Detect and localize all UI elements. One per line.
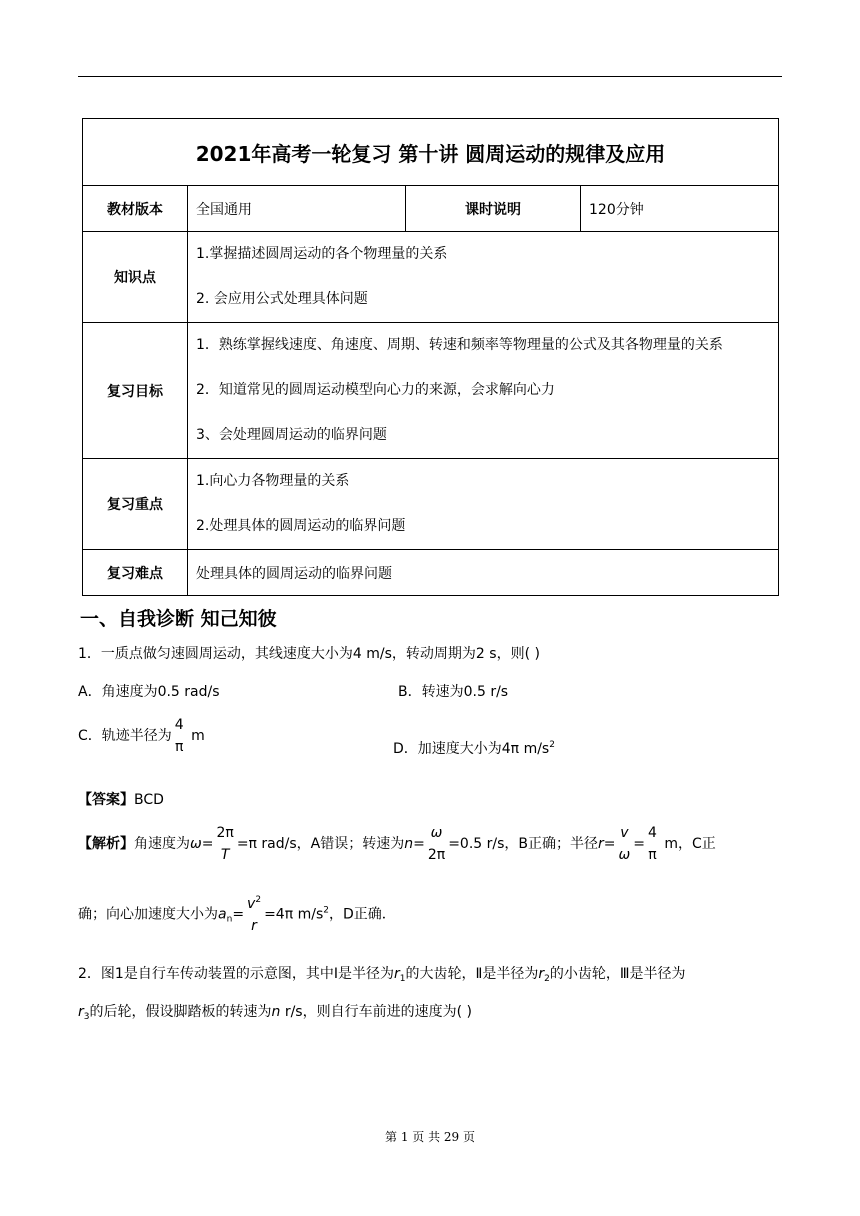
fraction-numerator xyxy=(246,896,262,915)
variable: r xyxy=(393,966,400,982)
fraction-denominator: r xyxy=(251,918,257,934)
difficulty-label: 复习难点 xyxy=(83,550,188,596)
unit: m xyxy=(191,728,205,744)
fraction xyxy=(647,826,658,862)
text: m，C正 xyxy=(664,836,716,852)
focus-cell xyxy=(188,459,779,550)
text: = xyxy=(603,836,616,852)
q1-option-c xyxy=(78,718,205,754)
q1-analysis-line2 xyxy=(78,896,788,933)
fraction-numerator: 2π xyxy=(216,825,234,841)
fraction-numerator: 4 xyxy=(647,825,657,841)
fraction xyxy=(427,826,446,862)
knowledge-label: 知识点 xyxy=(83,232,188,323)
goal-item: 3、会处理圆周运动的临界问题 xyxy=(196,427,387,443)
superscript: 2 xyxy=(549,740,555,750)
fraction-numerator: v xyxy=(620,825,629,841)
subscript: n xyxy=(226,914,233,925)
answer-value: BCD xyxy=(134,792,164,808)
edition-label: 教材版本 xyxy=(83,186,188,232)
fraction-numerator: ω xyxy=(430,825,443,841)
subscript: 1 xyxy=(399,974,406,984)
variable: r xyxy=(78,1004,84,1020)
variable: a xyxy=(218,906,227,923)
variable: r xyxy=(598,836,604,852)
text: 的后轮，假设脚踏板的转速为 xyxy=(89,1004,272,1020)
knowledge-cell xyxy=(188,232,779,323)
omega-symbol: ω xyxy=(190,836,202,852)
text: = xyxy=(232,906,245,923)
text: ，D正确． xyxy=(328,906,396,923)
fraction-numerator: 4 xyxy=(174,717,184,733)
difficulty-value: 处理具体的圆周运动的临界问题 xyxy=(188,550,779,596)
text: 的大齿轮，Ⅱ是半径为 xyxy=(405,966,539,982)
q1-option-b: B．转速为0.5 r/s xyxy=(398,684,509,700)
option-c-label: C．轨迹半径为 xyxy=(78,728,172,744)
text: =π rad/s，A错误；转速为 xyxy=(236,836,405,852)
lesson-info-table xyxy=(82,118,779,596)
focus-item: 2.处理具体的圆周运动的临界问题 xyxy=(196,518,406,534)
option-d-label: D．加速度大小为4π m/s xyxy=(393,741,550,757)
focus-item: 1.向心力各物理量的关系 xyxy=(196,473,350,489)
variable: n xyxy=(404,836,414,852)
header-rule xyxy=(78,76,782,77)
fraction-denominator: T xyxy=(220,847,230,863)
q1-option-d xyxy=(393,733,555,761)
duration-label: 课时说明 xyxy=(406,186,581,232)
analysis-label: 【解析】 xyxy=(78,836,134,852)
goals-label: 复习目标 xyxy=(83,323,188,459)
fraction-denominator: ω xyxy=(618,847,631,863)
fraction xyxy=(174,718,185,754)
variable: n xyxy=(271,1004,281,1020)
focus-label: 复习重点 xyxy=(83,459,188,550)
variable: r xyxy=(538,966,545,982)
text: 角速度为 xyxy=(134,836,190,852)
goal-item: 2．知道常见的圆周运动模型向心力的来源，会求解向心力 xyxy=(196,382,555,398)
text: = xyxy=(413,836,425,852)
variable: v xyxy=(247,896,256,912)
fraction-denominator: π xyxy=(175,739,184,755)
q2-stem-line1 xyxy=(78,962,788,991)
knowledge-item: 1.掌握描述圆周运动的各个物理量的关系 xyxy=(196,246,448,262)
fraction xyxy=(618,826,632,862)
answer-label: 【答案】 xyxy=(78,792,134,808)
duration-value: 120分钟 xyxy=(581,186,779,232)
subscript: 2 xyxy=(544,974,550,984)
q1-option-a: A．角速度为0.5 rad/s xyxy=(78,684,220,700)
goal-item: 1．熟练掌握线速度、角速度、周期、转速和频率等物理量的公式及其各物理量的关系 xyxy=(196,337,723,353)
q2-stem-line2 xyxy=(78,1000,788,1029)
subscript: 3 xyxy=(83,1012,90,1022)
text: 确；向心加速度大小为 xyxy=(78,906,218,923)
q1-analysis-line1 xyxy=(78,826,788,862)
text: 2．图1是自行车传动装置的示意图，其中Ⅰ是半径为 xyxy=(78,966,394,982)
page-footer: 第 1 页 共 29 页 xyxy=(385,1130,475,1144)
text: = xyxy=(201,836,214,852)
superscript: 2 xyxy=(323,905,329,916)
edition-value: 全国通用 xyxy=(188,186,406,232)
text: 的小齿轮，Ⅲ是半径为 xyxy=(549,966,686,982)
section-title: 一、自我诊断 知己知彼 xyxy=(80,608,277,630)
lesson-title: 2021年高考一轮复习 第十讲 圆周运动的规律及应用 xyxy=(83,119,779,186)
q1-answer xyxy=(78,788,788,812)
knowledge-item: 2. 会应用公式处理具体问题 xyxy=(196,291,368,307)
fraction-denominator: π xyxy=(648,847,657,863)
text: r/s，则自行车前进的速度为( ) xyxy=(284,1004,472,1020)
fraction-denominator: 2π xyxy=(427,847,446,863)
fraction xyxy=(246,896,262,933)
text: =4π m/s xyxy=(264,906,324,923)
text: =0.5 r/s，B正确；半径 xyxy=(448,836,599,852)
fraction xyxy=(215,826,234,862)
goals-cell xyxy=(188,323,779,459)
text: = xyxy=(633,836,645,852)
q1-stem: 1．一质点做匀速圆周运动，其线速度大小为4 m/s，转动周期为2 s，则( ) xyxy=(78,646,540,662)
superscript: 2 xyxy=(255,895,262,905)
